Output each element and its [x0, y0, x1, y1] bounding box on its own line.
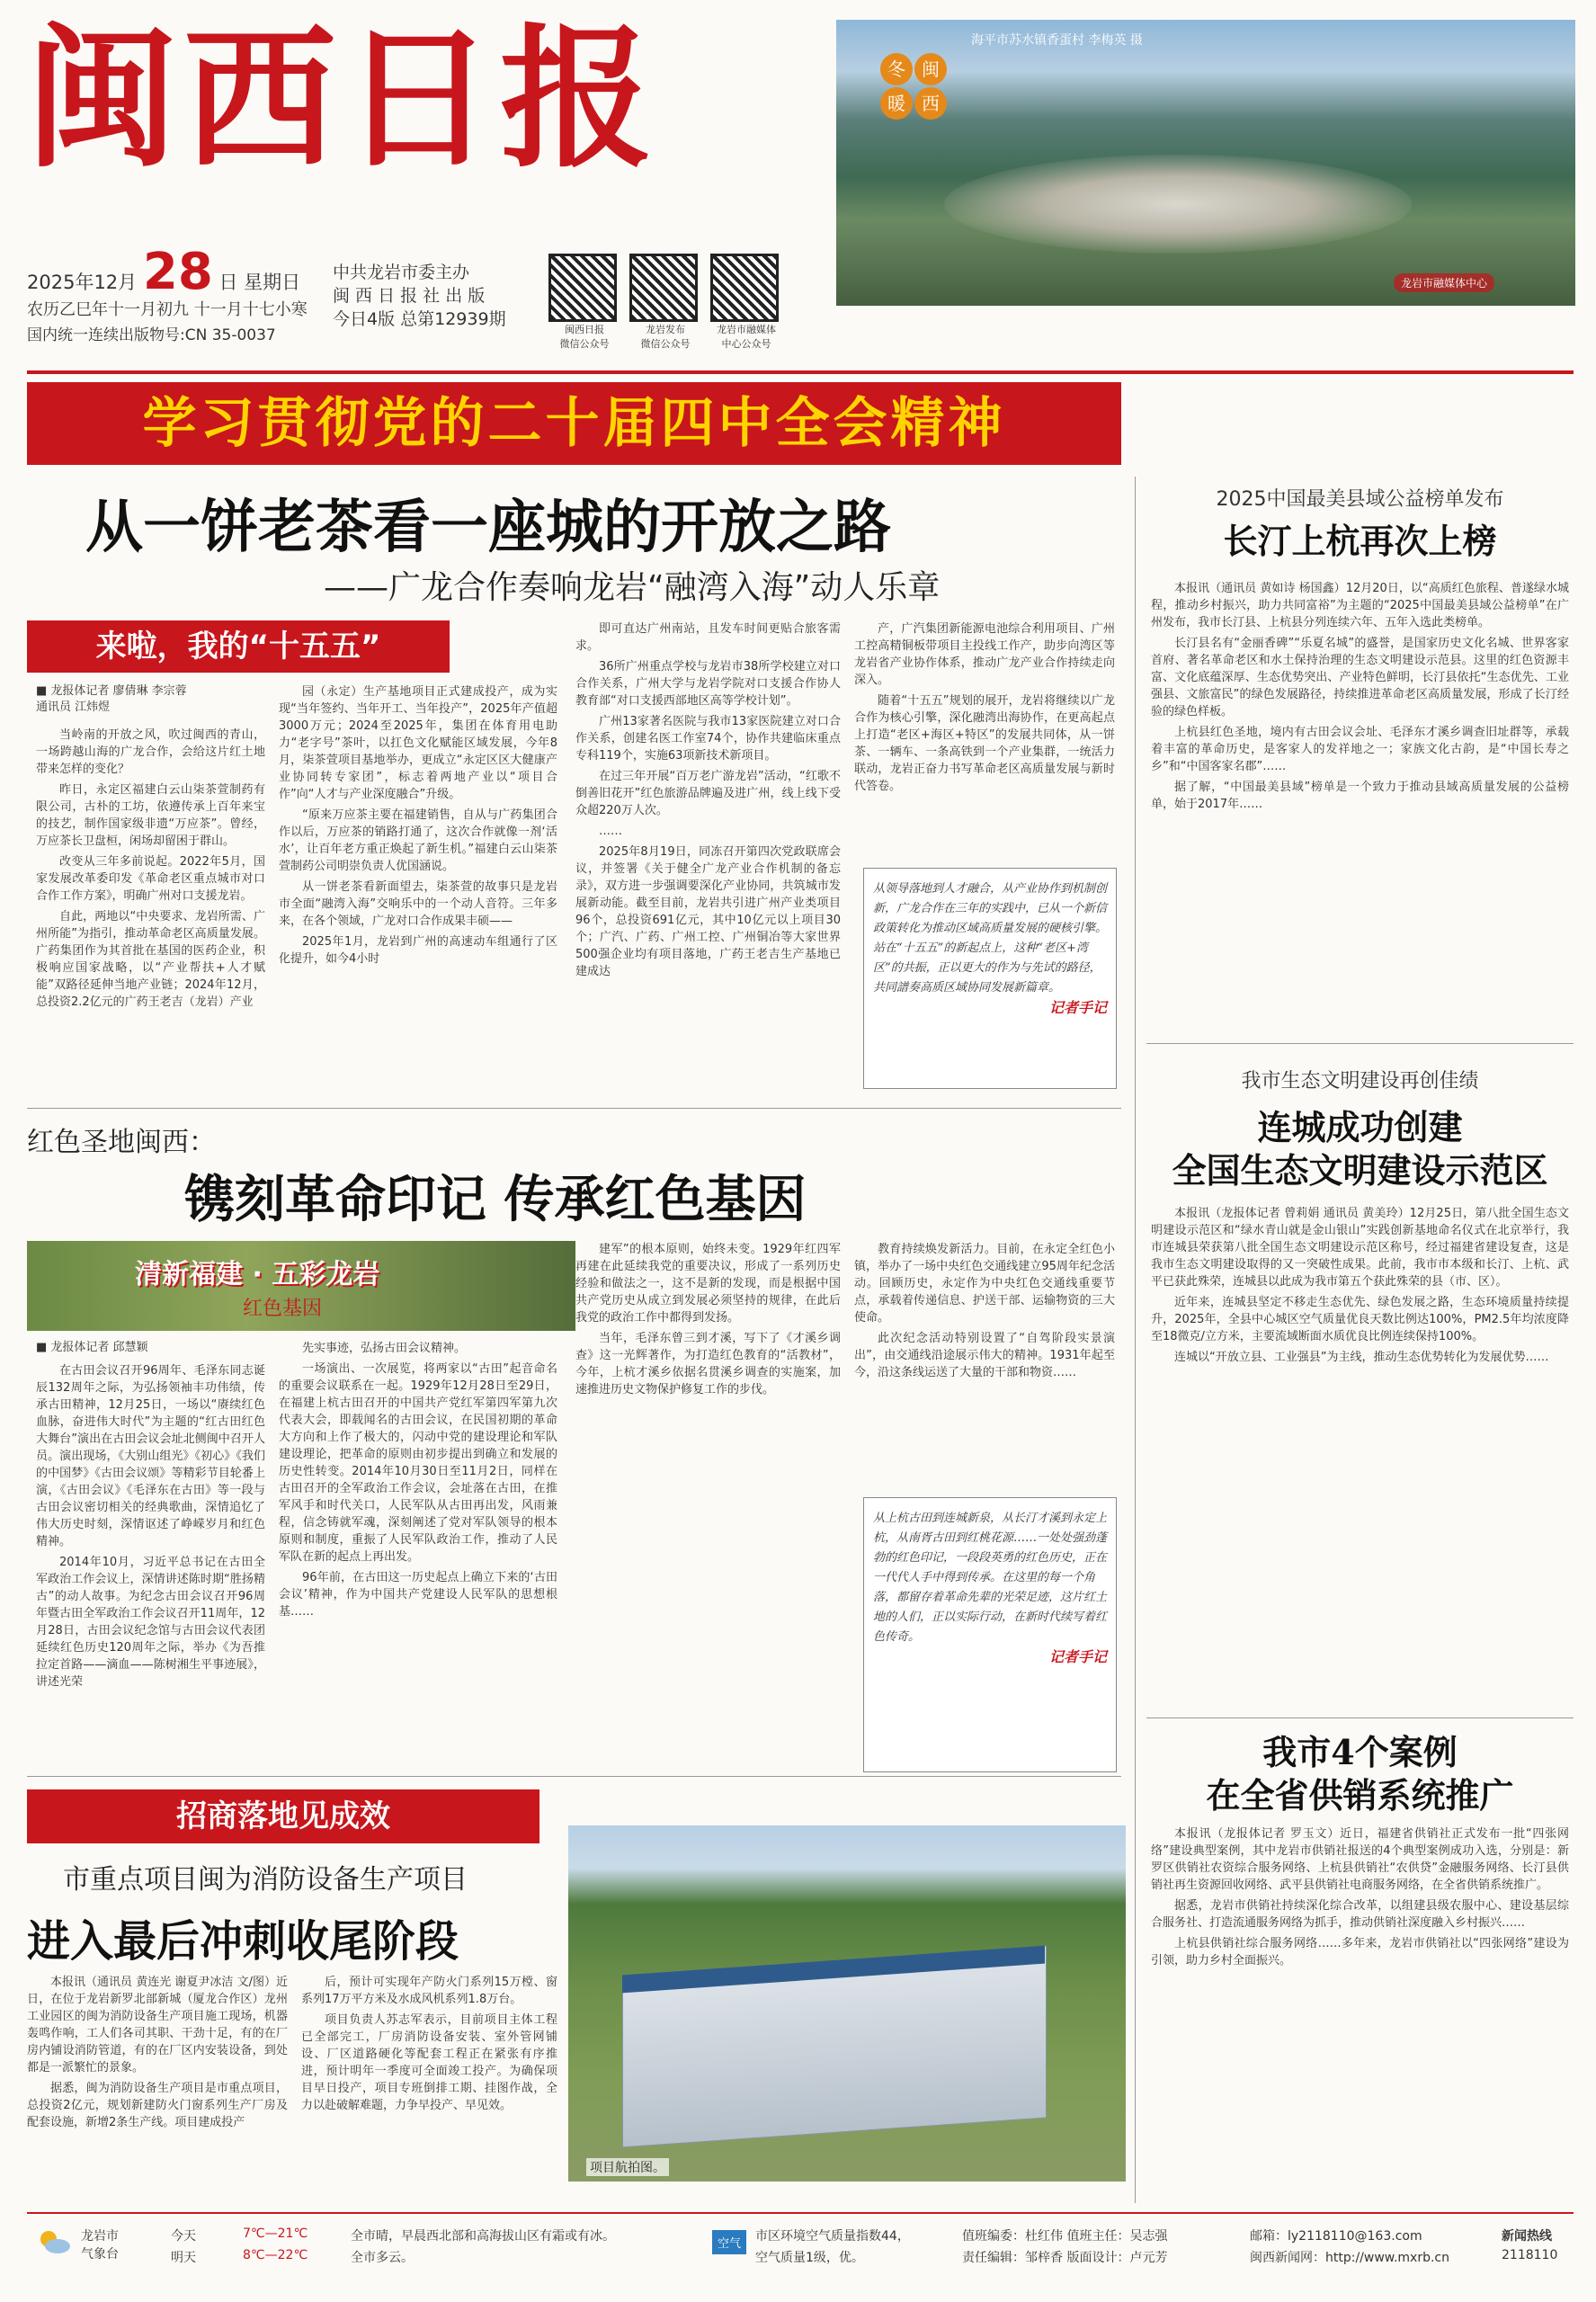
r2-p2: 近年来，连城县坚定不移走生态优先、绿色发展之路，生态环境质量持续提升，2025年，全县中心城区空气质量优良天数比例达100%，PM2.5年均浓度降至18微克/立方米，主要流域断面水质优良比例连续保持100%。 [1151, 1296, 1569, 1343]
red-column-3 [575, 1241, 841, 1812]
weather-label: 龙岩市 气象台 [81, 2229, 119, 2262]
lead-col3-p6: 2025年8月19日，同冻召开第四次党政联席会议，并签署《关于健全广龙产业合作机制的备忘录》，双方进一步强调要深化产业协同，共筑城市发展新动能。截至目前，龙岩共引进广州产业类项目96个，总投资691亿元，其中10亿元以上项目30个；广汽、广药、广州工控、广州铜冶等大家世界500强企业均有项目落地，广药王老吉生产基地已建成达 [575, 845, 841, 978]
red-col4-p1: 教育持续焕发新活力。目前，在永定全红色小镇，举办了一场中央红色交通线建立95周年纪念活动。回顾历史，永定作为中央红色交通线重要节点，承载着传递信息、护送干部、运输物资的三大使命。 [854, 1243, 1115, 1325]
newspaper-logo: 闽西日报 [25, 9, 659, 189]
qr-code-3[interactable] [710, 254, 782, 351]
section-tag-15th-plan: 来啦，我的“十五五” [27, 620, 450, 673]
top-rule [27, 370, 1574, 374]
qr-codes [548, 254, 818, 350]
lunar-date: 农历乙巳年十一月初九 十一月十七小寒 [27, 300, 308, 319]
lead-col2-p1: 园（永定）生产基地项目正式建成投产，成为实现“当年签约、当年开工、当年投产”，2025年产值超3000万元；2024至2025年，集团在体育用电助力“老字号”茶叶，以扛色文化赋能区域发展，今年8月，柒茶萱项目基地举办，更成立“永定区区大健康产业协同转专家团”，标志着两地产业以“项目合作”向“人才与产业深度融合”升级。 [279, 685, 557, 801]
red-note-text: 从上杭古田到连城新泉，从长汀才溪到永定上杭，从南胥古田到红桃花源……一处处强劲蓬勃的红色印记，一段段英勇的红色历史，正在一代代人手中得到传承。在这里的每一个角落，都留存着革命先辈的光荣足迹，这片红土地的人们，正以实际行动，在新时代续写着红色传奇。 [873, 1512, 1108, 1644]
red-col3-p1: 建军”的根本原则，始终未变。1929年红四军再建在此延续我党的重要决议，形成了一系列历史经验和做法之一，这不是新的发现，而是根据中国共产党历史从成立到发展必须坚持的规律，在此后我党的政治工作中都得到发扬。 [575, 1243, 841, 1325]
lead-col2-p4: 2025年1月，龙岩到广州的高速动车组通行了区化提升，如今4小时 [279, 935, 557, 966]
air-quality-2: 空气质量1级，优。 [755, 2251, 864, 2265]
red-col1-p1: 在古田会议召开96周年、毛泽东同志诞辰132周年之际，为弘扬领袖丰功伟绩，传承古田精神，12月25日，一场以“赓续红色血脉，奋进伟大时代”为主题的“红古田红色大舞台”演出在古田会议会址北侧闽中召开人员。演出现场，《大别山组光》《初心》《我们的中国梦》《古田会议颂》等精彩节目轮番上演，《古田会议》《毛泽东在古田》等一段与古田会议密切相关的经典歌曲，深情追忆了伟大历史时刻，深情讴述了峥嵘岁月和红色精神。 [36, 1364, 265, 1548]
contact-email[interactable]: 邮箱：ly2118110@163.com [1250, 2229, 1422, 2244]
cn-code: 国内统一连续出版物号:CN 35-0037 [27, 326, 276, 344]
today-label: 今天 [171, 2229, 196, 2244]
qr-label-3: 龙岩市融媒体 中心公众号 [717, 324, 776, 350]
winter-badge [879, 52, 978, 124]
lead-col3-p1: 即可直达广州南站，且发车时间更贴合旅客需求。 [575, 622, 841, 653]
lead-col2-p2: “原来万应茶主要在福建销售，自从与广药集团合作以后，万应茶的销路打通了，这次合作就像一剂‘活水’，让百年老方重正焕起了新生机。”福建白云山柒茶萱制药公司明崇负责人优国涵说。 [279, 808, 557, 873]
invest-kicker: 市重点项目闽为消防设备生产项目 [63, 1864, 468, 1896]
tomorrow-label: 明天 [171, 2251, 196, 2265]
lead-subtitle: ——广龙合作奏响龙岩“融湾入海”动人乐章 [324, 569, 941, 606]
divider-2 [27, 1776, 1121, 1777]
red-col3-p2: 当年，毛泽东曾三到才溪，写下了《才溪乡调查》这一光辉著作，为打造红色教育的“活教材”，今年，上杭才溪乡依据名贯溪乡调查的实施案，加速推进历史文物保护修复工作的步伐。 [575, 1332, 841, 1396]
date-day: 28 [142, 243, 213, 301]
lead-col3-p2: 36所广州重点学校与龙岩市38所学校建立对口合作关系，广州大学与龙岩学院对口支援合作协人教育部“对口支援西部地区高等学校计划”。 [575, 660, 841, 708]
r1-body [1151, 580, 1569, 1030]
qr-code-1[interactable] [548, 254, 620, 351]
air-quality-1: 市区环境空气质量指数44， [755, 2229, 910, 2244]
red-column-4 [854, 1241, 1115, 1484]
r2-p1: 本报讯（龙报体记者 曾莉娟 通讯员 黄美玲）12月25日，第八批全国生态文明建设示范区和“绿水青山就是金山银山”实践创新基地命名仪式在北京举行，我市连城县荣获第八批全国生态文明建设示范区称号，经过福建省建设复查，这是我市生态文明建设取得的又一突破性成果。此前，我市市本级和长汀、上杭、武平已获此殊荣，连城县以此成为我市第五个获此殊荣的县（市、区）。 [1151, 1207, 1569, 1289]
r1-kicker: 2025中国最美县域公益榜单发布 [1216, 488, 1504, 511]
sponsor: 中共龙岩市委主办 [333, 263, 470, 282]
invest-headline[interactable]: 进入最后冲刺收尾阶段 [27, 1916, 459, 1967]
lead-col4-p2: 随着“十五五”规划的展开，龙岩将继续以广龙合作为核心引擎，深化融湾出海协作，在更高起点上打造“老区+海区+特区”的发展共同体，从一饼茶、一辆车、一条高铁到一个产业集群，一统活力联动，龙岩正奋力书写革命老区高质量发展与新时代答卷。 [854, 694, 1115, 793]
right-column-divider [1135, 477, 1136, 2203]
badge-char-3: 暖 [880, 87, 913, 120]
lead-col4-p1: 产，广汽集团新能源电池综合利用项目、广州工控高精铜板带项目主投线工作产，助步向湾区等龙岩省产业协作体系，推动广龙产业合作持续走向深入。 [854, 622, 1115, 687]
tomorrow-forecast: 全市多云。 [351, 2251, 414, 2265]
invest-column-2 [301, 1974, 557, 2199]
qr-label-1: 闽西日报 微信公众号 [559, 324, 610, 350]
invest-tag: 招商落地见成效 [27, 1789, 539, 1843]
r3-body [1151, 1825, 1569, 2199]
invest-col1-p2: 据悉，闽为消防设备生产项目是市重点项目，总投资2亿元，规划新建防火门窗系列生产厂房及配套设施，新增2条生产线。项目建成投产 [27, 2082, 288, 2129]
lead-column-1 [36, 727, 265, 1095]
red-col4-p2: 此次纪念活动特别设置了“自驾阶段实景演出”，由交通线沿途展示伟大的精神。1931年起至今，沿这条线运送了大量的干部和物资…… [854, 1332, 1115, 1379]
r1-p4: 据了解，“中国最美县域”榜单是一个致力于推动县域高质量发展的公益榜单，始于2017年…… [1151, 781, 1569, 811]
invest-col1-p1: 本报讯（通讯员 黄连光 谢夏尹冰洁 文/图）近日，在位于龙岩新罗北部新城（厦龙合作区）龙州工业园区的闽为消防设备生产项目施工现场，机器轰鸣作响，工人们各司其职、干劲十足，有的在厂房内铺设消防管道，有的在厂区内安装设备，到处都是一派繁忙的景象。 [27, 1976, 288, 2074]
badge-char-1: 冬 [880, 53, 913, 85]
qr-code-2[interactable] [629, 254, 701, 351]
issue-info: 今日4版 总第12939期 [333, 309, 506, 329]
lead-col3-p3: 广州13家著名医院与我市13家医院建立对口合作关系，创建名医工作室74个，协作共建临床重点专科119个，实施63项新技术新项目。 [575, 715, 841, 763]
lead-col1-p1: 当岭南的开放之风，吹过闽西的青山，一场跨越山海的广龙合作，会给这片红土地带来怎样的变化？ [36, 728, 265, 776]
r1-p1: 本报讯（通讯员 黄如诗 杨国鑫）12月20日，以“高质红色旅程、普遂绿水城程，推动乡村振兴，助力共同富裕”为主题的“2025中国最美县域公益榜单”在广州发布，我市长汀县、上杭县分列连续六年、五年入选此类榜单。 [1151, 582, 1569, 629]
r1-headline[interactable]: 长汀上杭再次上榜 [1223, 521, 1497, 561]
lead-col3-p5: …… [599, 825, 622, 838]
date-block [27, 243, 333, 348]
red-gene-banner-sub: 红色基因 [243, 1298, 323, 1320]
red-col2-p1: 先实事迹，弘扬古田会议精神。 [302, 1342, 467, 1355]
date-prefix: 2025年12月 [27, 272, 138, 293]
r1-p2: 长汀县名有“金丽香碑”“乐夏名城”的盛誉，是国家历史文化名城、世界客家首府、著名革命老区和水土保持治理的生态文明建设示范县。这里的红色资源丰富、文化底蕴深厚、生态优势突出、产业特色鲜明，长汀县依托“生态优先、工业强县、文旅富民”的绿色发展路径，持续推进革命老区高质量发展，形成了长汀经验的绿色样板。 [1151, 637, 1569, 718]
lead-byline: ■ 龙报体记者 廖倩琳 李宗蓉 通讯员 江炜煜 [36, 684, 187, 714]
invest-column-1 [27, 1974, 288, 2199]
badge-char-4: 西 [914, 87, 947, 120]
lead-col2-p3: 从一饼老茶看新面望去，柒茶萱的故事只是龙岩市全面“融湾入海”交响乐中的一个动人音符。三年多来，在各个领域，广龙对口合作成果丰硕—— [279, 880, 557, 928]
editor-line-1: 值班编委：杜红伟 值班主任：吴志强 [962, 2229, 1168, 2244]
divider-1 [27, 1108, 1121, 1109]
r3-p3: 上杭县供销社综合服务网络……多年来，龙岩市供销社以“四张网络”建设为引领，助力乡村全面振兴。 [1151, 1937, 1569, 1967]
lead-col1-p2: 昨日，永定区福建白云山柒茶萱制药有限公司，古朴的工坊，依遵传承上百年来宝的技艺，制作国家级非遗“万应茶”。曾经，万应茶长卫盘桓，闲场却留困于群山。 [36, 783, 265, 848]
top-photo-caption: 海平市苏水镇香蛋村 李梅英 摄 [971, 33, 1143, 48]
r2-body [1151, 1205, 1569, 1709]
lead-col1-p4: 自此，两地以“中央要求、龙岩所需、广州所能”为指引，推动革命老区高质量发展。广药集团作为其首批在基国的医药企业，积极响应国家战略，以“产业帮扶+人才赋能”双路径延伸当地产业链；2024年12月，总投资2.2亿元的广药王老吉（龙岩）产业 [36, 910, 265, 1009]
qr-label-2: 龙岩发布 微信公众号 [640, 324, 691, 350]
today-forecast: 全市晴，早晨西北部和高海拔山区有霜或有冰。 [351, 2229, 615, 2244]
r2-kicker: 我市生态文明建设再创佳绩 [1241, 1070, 1479, 1093]
r2-p3: 连城以“开放立县、工业强县”为主线，推动生态优势转化为发展优势…… [1174, 1351, 1549, 1364]
lead-reporter-note [863, 868, 1117, 1089]
media-logo: 龙岩市融媒体中心 [1394, 273, 1494, 292]
today-temp: 7℃—21℃ [243, 2226, 308, 2241]
red-reporter-note [863, 1497, 1117, 1772]
red-gene-banner [27, 1241, 575, 1331]
theme-banner: 学习贯彻党的二十届四中全会精神 [27, 382, 1121, 465]
invest-col2-p2: 项目负责人苏志军表示，目前项目主体工程已全部完工，厂房消防设备安装、室外管网铺设、厂区道路硬化等配套工程正在紧张有序推进，预计明年一季度可全面竣工投产。为确保项目早日投产，项目专班倒排工期、挂图作战，全力以赴破解难题，力争早投产、早见效。 [301, 2013, 557, 2112]
red-headline[interactable]: 镌刻革命印记 传承红色基因 [184, 1171, 807, 1229]
hotline-number[interactable]: 2118110 [1502, 2248, 1558, 2262]
factory-photo-caption: 项目航拍图。 [586, 2158, 669, 2176]
red-note-tag: 记者手记 [1048, 1648, 1107, 1665]
r3-headline[interactable]: 我市4个案例 在全省供销系统推广 [1206, 1732, 1514, 1816]
red-col2-p3: 96年前，在古田这一历史起点上确立下来的‘古田会议’精神，作为中国共产党建设人民军队的思想根基…… [279, 1571, 557, 1619]
badge-char-2: 闽 [914, 53, 947, 85]
publisher-block [333, 261, 539, 331]
lead-column-2 [279, 683, 557, 1097]
lead-col1-p3: 改变从三年多前说起。2022年5月，国家发展改革委印发《革命老区重点城市对口合作工作方案》，明确广州对口支援龙岩。 [36, 855, 265, 903]
lead-column-4 [854, 620, 1115, 854]
editor-line-2: 责任编辑：邹梓香 版面设计：卢元芳 [962, 2251, 1168, 2265]
lead-headline[interactable]: 从一饼老茶看一座城的开放之路 [85, 495, 891, 561]
red-kicker: 红色圣地闽西： [27, 1127, 216, 1158]
footer-bar [27, 2212, 1574, 2286]
lead-note-tag: 记者手记 [1048, 999, 1107, 1016]
top-photo [836, 20, 1575, 306]
red-col2-p2: 一场演出、一次展览，将两家以“古田”起音命名的重要会议联系在一起。1929年12月28日至29日，在福建上杭古田召开的中国共产党红军第四军第九次代表大会，即载闻名的古田会议，在民国初期的革命大方向和上作了极大的，闪动中党的建设理论和军队建设理论，把革命的原则由初步提出到确立和发展的历史性转变。2014年10月30日至11月2日，同样在古田召开的全军政治工作会议，会址落在古田，在推军风手和时代关口，人民军队从古田再出发，风雨兼程，信念铸就军魂，深刻阐述了党对军队领导的根本原则和制度，重振了人民军队政治工作，推动了人民军队在新的起点上再出发。 [279, 1362, 557, 1564]
lead-col3-p4: 在过三年开展“百万老广游龙岩”活动，“红歌不倒善旧花开”红色旅游品牌遍及进广州，线上线下受众超220万人次。 [575, 770, 841, 817]
red-column-1 [36, 1362, 265, 1812]
contact-website[interactable]: 闽西新闻网：http://www.mxrb.cn [1250, 2251, 1449, 2265]
r1-p3: 上杭县红色圣地，境内有古田会议会址、毛泽东才溪乡调查旧址群等，承载着丰富的革命历史，是客家人的发祥地之一；家族文化古韵，是“中国长寿之乡”和“中国客家名郡”…… [1151, 726, 1569, 773]
right-divider-1 [1146, 1043, 1574, 1044]
r2-headline[interactable]: 连城成功创建 全国生态文明建设示范区 [1172, 1107, 1548, 1191]
red-gene-banner-title: 清新福建 · 五彩龙岩 [135, 1259, 380, 1290]
invest-col2-p1: 后，预计可实现年产防火门系列15万樘、窗系列17万平方米及水成风机系列1.8万台。 [301, 1976, 557, 2006]
publisher: 闽 西 日 报 社 出 版 [333, 286, 486, 306]
r3-p2: 据悉，龙岩市供销社持续深化综合改革，以组建县级农服中心、建设基层综合服务社、打造流通服务网络为抓手，推动供销社深度融入乡村振兴…… [1151, 1899, 1569, 1930]
weather-icon [36, 2228, 72, 2255]
hotline-label: 新闻热线 [1502, 2229, 1552, 2244]
tomorrow-temp: 8℃—22℃ [243, 2248, 308, 2262]
date-weekday: 日 星期日 [218, 272, 301, 293]
lead-note-text: 从领导落地到人才融合，从产业协作到机制创新，广龙合作在三年的实践中，已从一个新信政策转化为推动区域高质量发展的硬核引擎。站在“十五五”的新起点上，这种“老区+湾区”的共振，正以更大的作为与先试的路径，共同譜奏高质区域协同发展新篇章。 [873, 882, 1108, 995]
red-col1-p2: 2014年10月，习近平总书记在古田全军政治工作会议上，深情讲述陈时期“胜扬精古”的动人故事。为纪念古田会议召开96周年暨古田全军政治工作会议召开11周年，12月28日，古田会议纪念馆与古田会议代表团延续红色历史120周年之际，举办《为吾推拉定首路——滴血——陈树湘生平事迹展》，讲述光荣 [36, 1556, 265, 1689]
red-byline: ■ 龙报体记者 邱慧颖 [36, 1341, 148, 1354]
air-badge: 空气 [712, 2230, 746, 2254]
r3-p1: 本报讯（龙报体记者 罗玉文）近日，福建省供销社正式发布一批“四张网络”建设典型案例，其中龙岩市供销社报送的4个典型案例成功入选，分别是：新罗区供销社农资综合服务网络、上杭县供销社“农供贷”金融服务网络、长汀县供销社再生资源回收网络、武平县供销社电商服务网络，在全省供销系统推广。 [1151, 1827, 1569, 1892]
red-column-2 [279, 1340, 557, 1812]
lead-column-3 [575, 620, 841, 1097]
factory-photo [568, 1825, 1126, 2182]
